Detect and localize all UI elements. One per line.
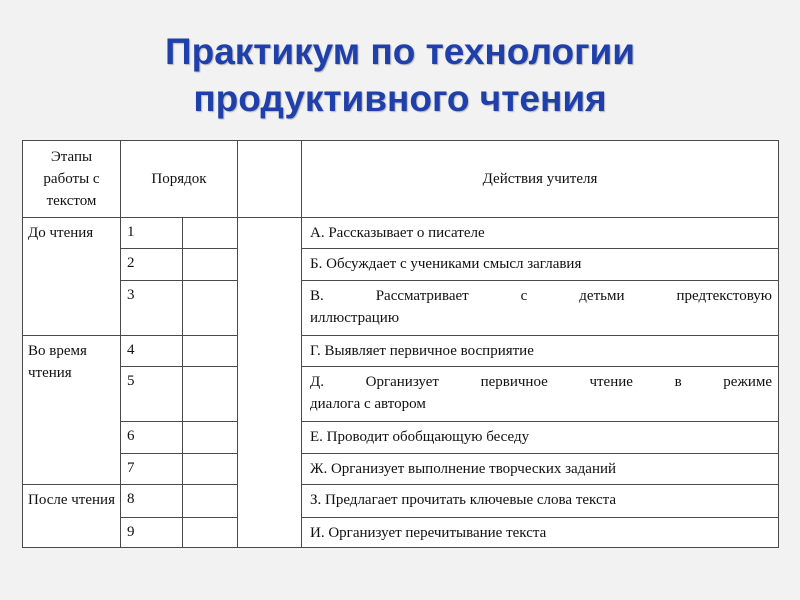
header-blank: [238, 141, 302, 218]
table-row: [23, 367, 779, 422]
header-order: Порядок: [121, 141, 238, 218]
table-row: [23, 218, 779, 249]
order-number: 6: [121, 422, 183, 454]
table-row: [23, 336, 779, 367]
answer-cell[interactable]: [183, 518, 238, 548]
header-stages: Этапы работы с текстом: [23, 141, 121, 218]
order-number: 8: [121, 485, 183, 518]
table-row: [23, 518, 779, 548]
stage-after-reading: После чтения: [23, 485, 121, 548]
answer-cell[interactable]: [183, 336, 238, 367]
teacher-action: Е. Проводит обобщающую беседу: [302, 422, 779, 454]
table-header-row: [23, 141, 779, 218]
teacher-action: А. Рассказывает о писателе: [302, 218, 779, 249]
page-title-line-1: Практикум по технологии: [165, 31, 635, 72]
answer-cell[interactable]: [183, 218, 238, 249]
order-number: 4: [121, 336, 183, 367]
teacher-action-line-1: В. Рассматривает с детьми предтекстовую: [310, 288, 772, 304]
teacher-action-line-2: диалога с автором: [310, 396, 426, 412]
header-teacher-actions: Действия учителя: [302, 141, 779, 218]
answer-cell[interactable]: [183, 249, 238, 281]
stage-before-reading: До чтения: [23, 218, 121, 336]
order-number: 2: [121, 249, 183, 281]
teacher-action: Б. Обсуждает с учениками смысл заглавия: [302, 249, 779, 281]
teacher-action: З. Предлагает прочитать ключевые слова текста: [302, 485, 779, 518]
table-row: [23, 485, 779, 518]
teacher-action: Ж. Организует выполнение творческих заданий: [302, 454, 779, 485]
stage-during-reading: Во время чтения: [23, 336, 121, 485]
page-title-line-2: продуктивного чтения: [193, 78, 607, 119]
order-number: 5: [121, 367, 183, 422]
teacher-action-line-2: иллюстрацию: [310, 310, 400, 326]
answer-cell[interactable]: [183, 422, 238, 454]
page-title: [0, 28, 800, 122]
order-number: 7: [121, 454, 183, 485]
answer-cell[interactable]: [183, 454, 238, 485]
order-number: 1: [121, 218, 183, 249]
answer-cell[interactable]: [183, 485, 238, 518]
order-number: 3: [121, 281, 183, 336]
teacher-action: [302, 367, 779, 422]
answer-cell[interactable]: [183, 281, 238, 336]
table-row: [23, 281, 779, 336]
table-row: [23, 454, 779, 485]
teacher-action: И. Организует перечитывание текста: [302, 518, 779, 548]
table-row: [23, 422, 779, 454]
answer-cell[interactable]: [183, 367, 238, 422]
blank-column-cell: [238, 218, 302, 548]
order-number: 9: [121, 518, 183, 548]
teacher-action: [302, 281, 779, 336]
teacher-action-line-1: Д. Организует первичное чтение в режиме: [310, 374, 772, 390]
teacher-action: Г. Выявляет первичное восприятие: [302, 336, 779, 367]
reading-practice-table: [22, 140, 779, 548]
table-row: [23, 249, 779, 281]
